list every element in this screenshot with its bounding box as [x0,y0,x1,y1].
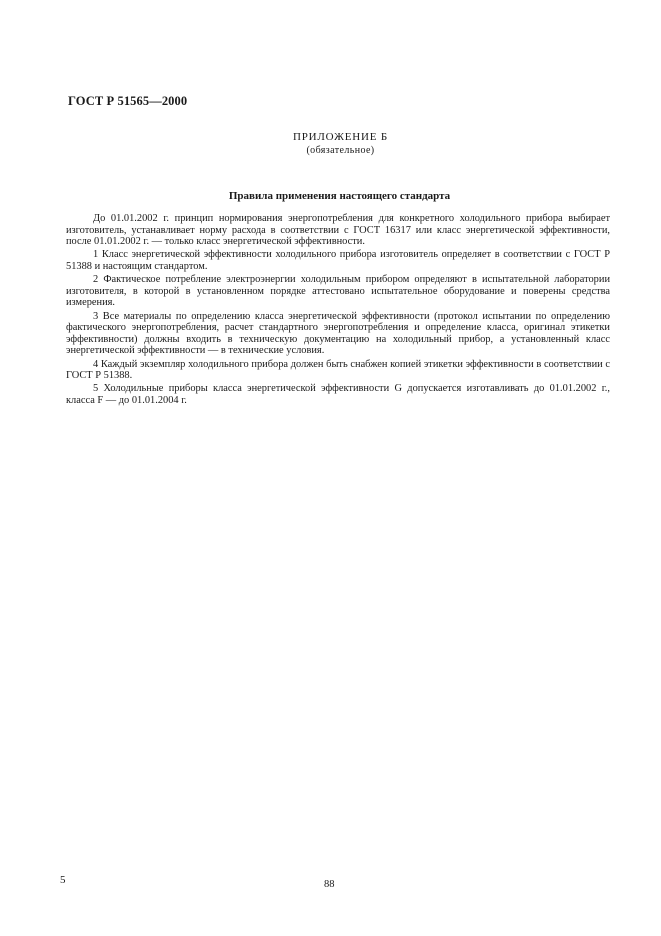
body-text [66,213,610,408]
annex-status: (обязательное) [306,145,375,156]
paragraph-2: 2 Фактическое потребление электроэнергии холодильным прибором определяют в испытательной лаборатории изготовителя, в которой в установленном порядке аттестовано испытательное оборудование и поверены средства измерения. [66,274,610,309]
document-code: ГОСТ Р 51565—2000 [68,94,188,108]
paragraph-5: 5 Холодильные приборы класса энергетической эффективности G допускается изготавливать до 01.01.2002 г., класса F — до 01.01.2004 г. [66,383,610,406]
paragraph-4: 4 Каждый экземпляр холодильного прибора должен быть снабжен копией этикетки эффективности в соответствии с ГОСТ Р 51388. [66,358,610,382]
annex-heading [0,130,661,157]
paragraph-intro: До 01.01.2002 г. принцип нормирования энергопотребления для конкретного холодильного прибора выбирает изготовитель, устанавливает норму расхода в соответствии с ГОСТ 16317 или класс энергетической эффективности, после 01.01.2002 г. — только класс энергетической эффективности. [66,213,610,248]
section-title-wrapper [0,190,661,202]
annex-title: ПРИЛОЖЕНИЕ Б [293,131,388,143]
side-page-number: 5 [60,874,66,886]
paragraph-1: 1 Класс энергетической эффективности холодильного прибора изготовитель определяет в соответствии с ГОСТ Р 51388 и настоящим стандартом. [66,249,610,272]
page-number: 88 [324,879,335,890]
section-title: Правила применения настоящего стандарта [228,190,451,202]
paragraph-3: 3 Все материалы по определению класса энергетической эффективности (протокол испытании по определению фактического энергопотребления, расчет стандартного энергопотребления и определение класса, оригинал этикетки эффективности) должны входить в техническую документацию на холодильный прибор, а установленный класс энергетической эффективности — в технические условия. [66,310,610,357]
